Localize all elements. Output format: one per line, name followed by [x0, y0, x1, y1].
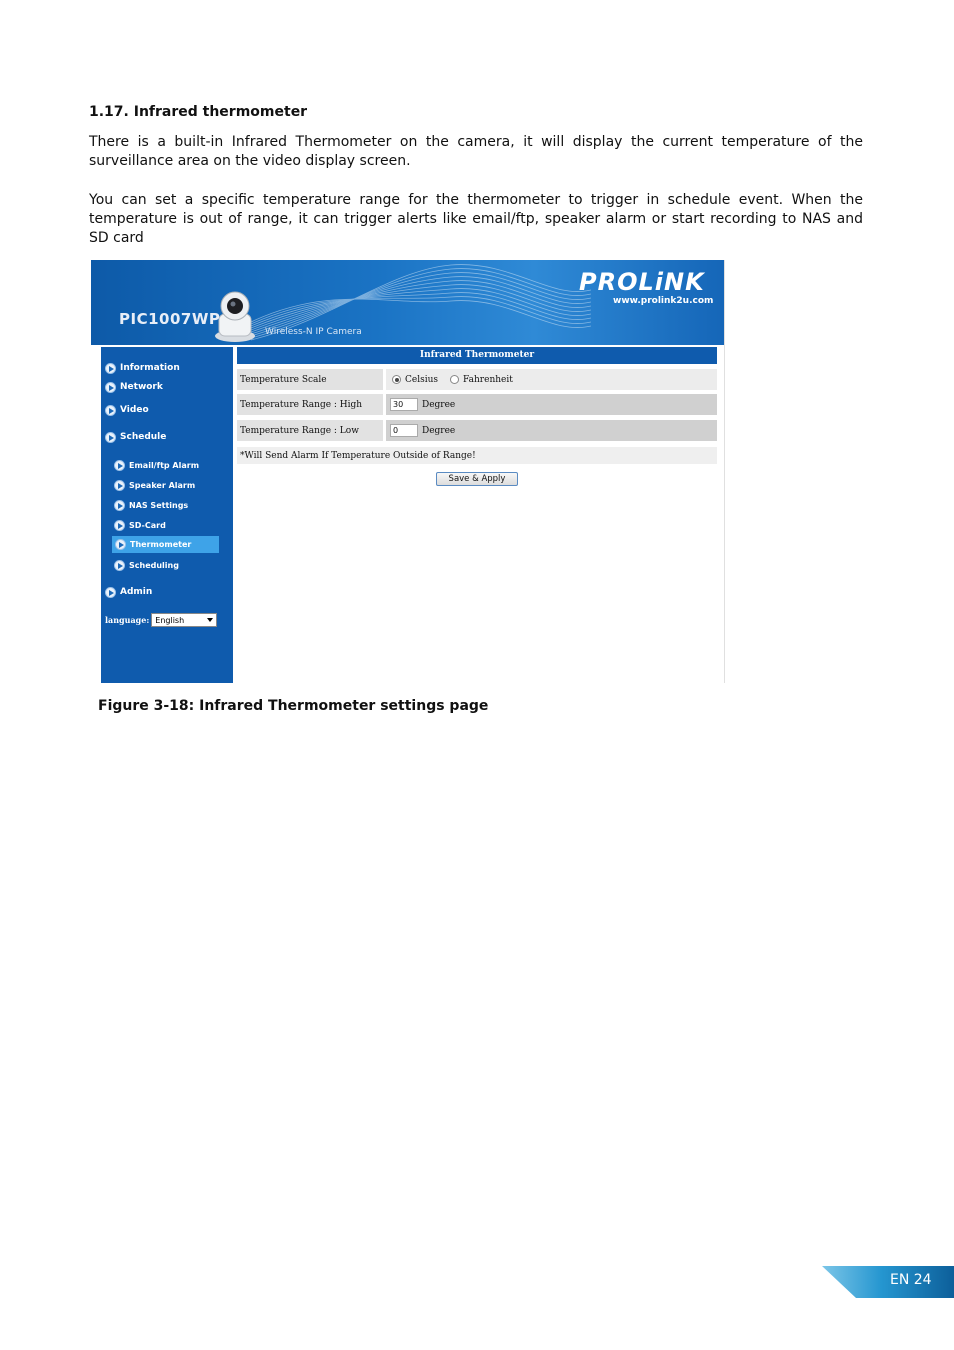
- sidebar-item-thermometer[interactable]: [112, 536, 219, 553]
- page-number: EN 24: [890, 1272, 932, 1288]
- sidebar-item-sd-card[interactable]: [114, 518, 166, 532]
- alarm-note: *Will Send Alarm If Temperature Outside of Range!: [237, 447, 717, 464]
- sidebar-item-label: NAS Settings: [129, 500, 189, 510]
- sidebar-item-scheduling[interactable]: [114, 558, 179, 572]
- brand-url: www.prolink2u.com: [613, 296, 714, 306]
- arrow-circle-icon: [105, 587, 116, 598]
- high-input[interactable]: 30: [390, 398, 418, 411]
- arrow-circle-icon: [105, 382, 116, 393]
- sidebar-item-label: Video: [120, 405, 149, 415]
- fahrenheit-radio[interactable]: [450, 375, 459, 384]
- panel-title: Infrared Thermometer: [237, 347, 717, 364]
- sidebar-item-label: Admin: [120, 587, 153, 597]
- section-heading: 1.17. Infrared thermometer: [89, 104, 308, 120]
- sidebar-item-information[interactable]: [105, 361, 180, 375]
- low-unit: Degree: [422, 425, 456, 436]
- sidebar-item-label: Schedule: [120, 432, 167, 442]
- high-row: [237, 394, 717, 415]
- arrow-circle-icon: [115, 539, 126, 550]
- header-banner: [91, 260, 724, 345]
- fahrenheit-label: Fahrenheit: [463, 374, 513, 385]
- scale-options: [386, 369, 717, 390]
- thermometer-panel: [237, 347, 717, 484]
- scale-label: Temperature Scale: [237, 369, 383, 390]
- arrow-circle-icon: [114, 500, 125, 511]
- arrow-circle-icon: [114, 460, 125, 471]
- model-name: PIC1007WP: [119, 310, 221, 328]
- arrow-circle-icon: [114, 520, 125, 531]
- high-label: Temperature Range : High: [237, 394, 383, 415]
- language-selector: [105, 613, 217, 627]
- settings-screenshot: [91, 260, 725, 683]
- celsius-radio[interactable]: [392, 375, 401, 384]
- chevron-down-icon: [207, 618, 213, 622]
- sidebar-item-label: Thermometer: [130, 540, 192, 549]
- language-label: language:: [105, 615, 150, 625]
- celsius-label: Celsius: [405, 374, 439, 385]
- sidebar-item-speaker-alarm[interactable]: [114, 478, 195, 492]
- sidebar-item-label: Scheduling: [129, 560, 179, 570]
- arrow-circle-icon: [105, 405, 116, 416]
- scale-row: [237, 369, 717, 390]
- sidebar-item-video[interactable]: [105, 403, 149, 417]
- sidebar-item-nas-settings[interactable]: [114, 498, 188, 512]
- product-subtitle: Wireless-N IP Camera: [265, 327, 362, 337]
- figure-caption: Figure 3-18: Infrared Thermometer settings page: [98, 698, 489, 714]
- sidebar-item-schedule[interactable]: [105, 430, 166, 444]
- sidebar-item-label: Email/ftp Alarm: [129, 460, 200, 470]
- arrow-circle-icon: [105, 432, 116, 443]
- high-value-cell: [386, 394, 717, 415]
- language-dropdown[interactable]: [151, 613, 217, 627]
- badge-shape-icon: [822, 1266, 954, 1298]
- sidebar-item-network[interactable]: [105, 380, 163, 394]
- sidebar-item-label: Information: [120, 363, 180, 373]
- sidebar: [101, 347, 233, 683]
- low-label: Temperature Range : Low: [237, 420, 383, 441]
- sidebar-item-label: Network: [120, 382, 163, 392]
- sidebar-item-admin[interactable]: [105, 585, 152, 599]
- save-apply-button[interactable]: Save & Apply: [436, 472, 518, 486]
- sidebar-item-label: Speaker Alarm: [129, 480, 196, 490]
- sidebar-item-email-ftp-alarm[interactable]: [114, 458, 199, 472]
- low-row: [237, 420, 717, 441]
- paragraph-1: There is a built-in Infrared Thermometer on the camera, it will display the current temperature of the surveillance area on the video display screen.: [89, 134, 863, 169]
- language-value: English: [155, 615, 185, 625]
- page-badge: [822, 1266, 954, 1298]
- brand-logo: PROLiNK: [579, 268, 705, 296]
- high-unit: Degree: [422, 399, 456, 410]
- arrow-circle-icon: [105, 363, 116, 374]
- low-value-cell: [386, 420, 717, 441]
- sidebar-item-label: SD-Card: [129, 520, 166, 530]
- arrow-circle-icon: [114, 480, 125, 491]
- paragraph-2: You can set a specific temperature range for the thermometer to trigger in schedule event. When the temperature is out of range, it can trigger alerts like email/ftp, speaker alarm or start recording to NAS and SD card: [89, 192, 863, 246]
- arrow-circle-icon: [114, 560, 125, 571]
- low-input[interactable]: 0: [390, 424, 418, 437]
